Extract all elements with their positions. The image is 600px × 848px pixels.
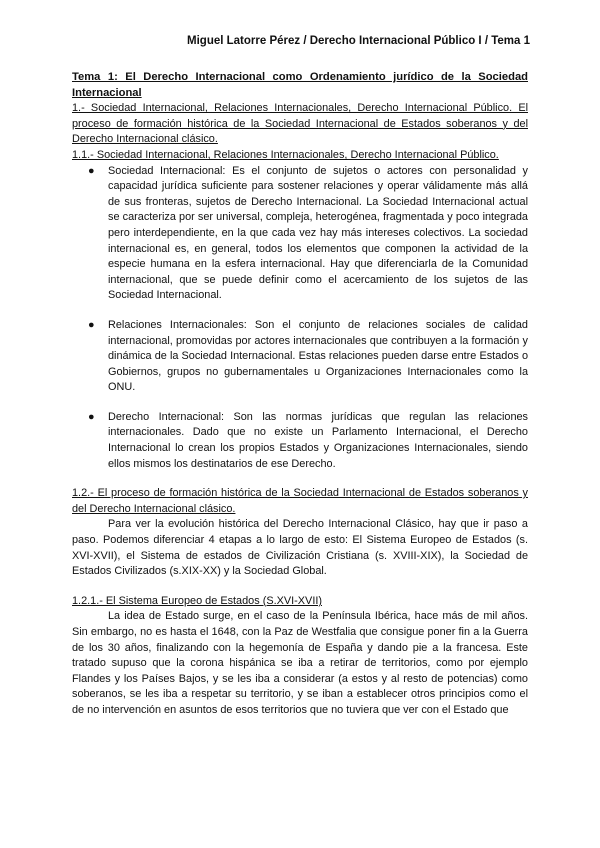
- section-1-2-1-heading: 1.2.1.- El Sistema Europeo de Estados (S.XVI-XVII): [72, 594, 322, 607]
- section-1-2-heading: 1.2.- El proceso de formación histórica de la Sociedad Internacional de Estados soberanos y del Derecho Internacional clásico.: [72, 487, 528, 515]
- paragraph-intro: Para ver la evolución histórica del Derecho Internacional Clásico, hay que ir paso a paso. Podemos diferenciar 4 etapas a lo largo de esto: El Sistema Europeo de Estados (s. XVI-XVII), el Sistema de estados de Civilización Cristiana (s. XVIII-XIX), la Sociedad de Estados Civilizados (s.XIX-XX) y la Sociedad Global.: [72, 518, 528, 578]
- bullet-icon: ●: [88, 410, 95, 423]
- list-item: [72, 164, 528, 304]
- section-1-heading: 1.- Sociedad Internacional, Relaciones Internacionales, Derecho Internacional Público. El proceso de formación histórica de la Sociedad Internacional de Estados soberanos y del Derecho Internacional clásico.: [72, 102, 528, 146]
- list-item: [72, 410, 528, 472]
- paragraph-westfalia: La idea de Estado surge, en el caso de la Península Ibérica, hace más de mil años. Sin embargo, no es hasta el 1648, con la Paz de Westfalia que consigue poner fin a la Guerra de los 30 años, finalizando con la hegemonía de España y dando pie a la francesa. Este tratado supuso que la corona hispánica se iba a retirar de territorios, como por ejemplo Flandes y los Países Bajos, y se les iba a considerar (a estos y al resto de potencias) como soberanos, se les iba a respetar su territorio, y se iban a establecer otros principios como el de no intervención en asuntos de esos territorios que no tuviera que ver con el Estado que: [72, 610, 528, 716]
- list-item-text: Derecho Internacional: Son las normas jurídicas que regulan las relaciones internacionales. Dado que no existe un Parlamento Internacional, el Derecho Internacional lo crean los propios Estados y Organizaciones Internacionales, siendo ellos mismos los destinatarios de ese Derecho.: [108, 410, 528, 470]
- document-body: [72, 70, 528, 733]
- document-title: Tema 1: El Derecho Internacional como Ordenamiento jurídico de la Sociedad Internacional: [72, 71, 528, 99]
- bullet-icon: ●: [88, 164, 95, 177]
- list-item-text: Sociedad Internacional: Es el conjunto de sujetos o actores con personalidad y capacidad jurídica suficiente para sostener relaciones y operar válidamente más allá de sus fronteras, sujetos de Derecho Internacional. La Sociedad Internacional actual se caracteriza por ser universal, compleja, heterogénea, fragmentada y poco integrada pero interdependiente, en la que cada vez hay más intereses colectivos. La sociedad internacional es, en general, todos los elementos que componen la actividad de la especie humana en la esfera internacional. Hay que diferenciarla de la Comunidad internacional, que se puede definir como el acercamiento de los sujetos de las Sociedad Internacional.: [108, 164, 528, 302]
- definitions-list: [72, 164, 528, 473]
- list-item-text: Relaciones Internacionales: Son el conjunto de relaciones sociales de calidad internacional, promovidas por actores internacionales que contribuyen a la formación y dinámica de la Sociedad Internacional. Estas relaciones pueden darse entre Estados o Gobiernos, grupos no gubernamentales u Organizaciones Internacionales como la ONU.: [108, 318, 528, 394]
- section-1-1-heading: 1.1.- Sociedad Internacional, Relaciones Internacionales, Derecho Internacional Público.: [72, 148, 499, 161]
- page-header: Miguel Latorre Pérez / Derecho Internacional Público I / Tema 1: [187, 35, 530, 47]
- list-item: [72, 318, 528, 396]
- bullet-icon: ●: [88, 318, 95, 331]
